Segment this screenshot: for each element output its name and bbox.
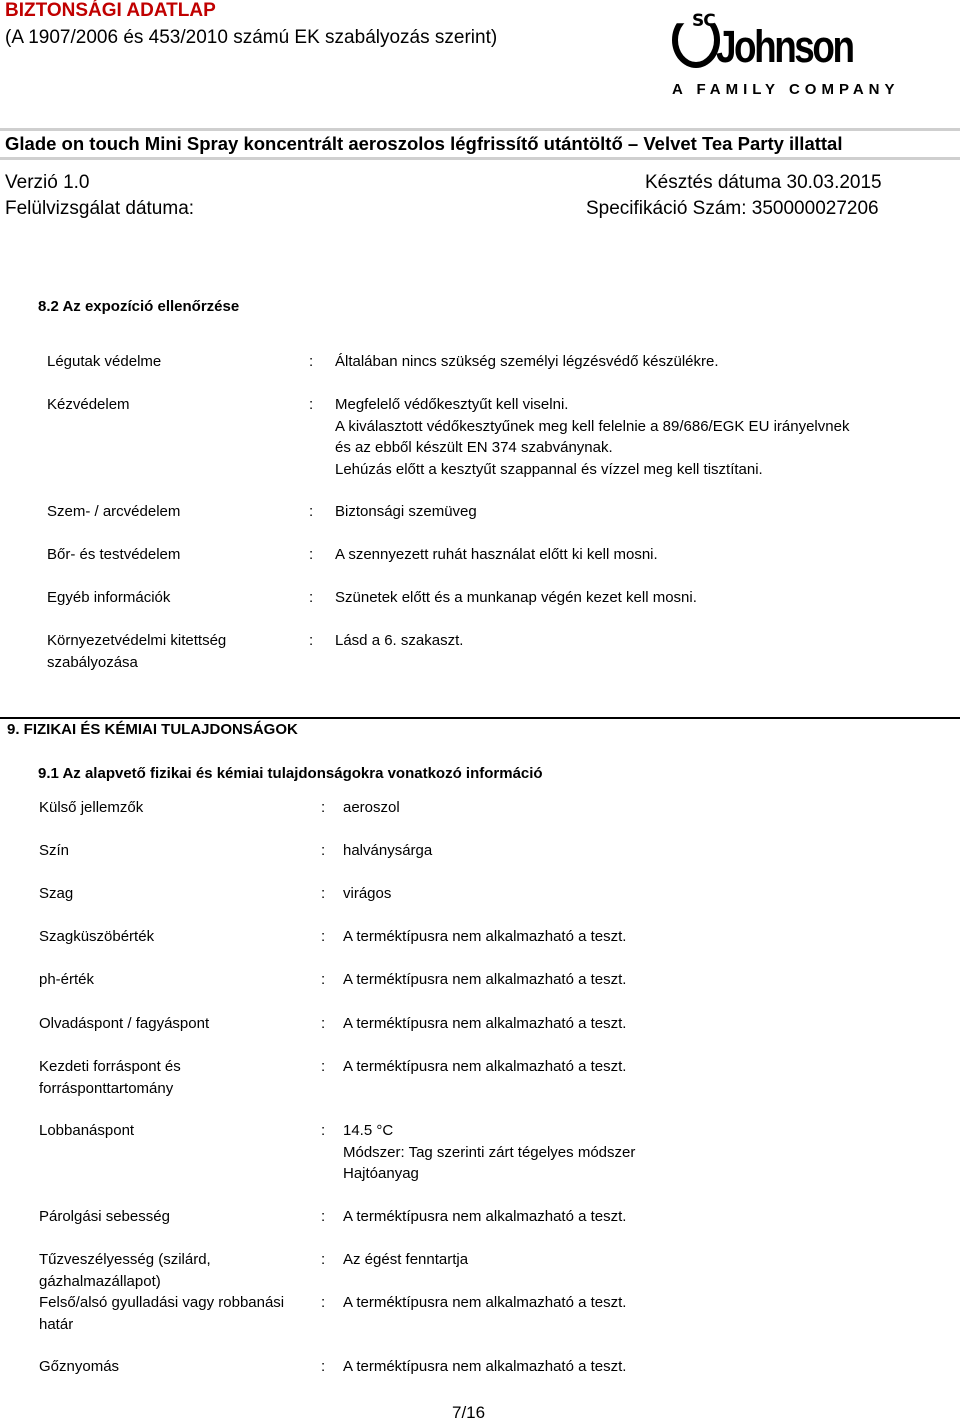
logo-tagline: A FAMILY COMPANY [672, 81, 900, 98]
row-value-line: A terméktípusra nem alkalmazható a teszt. [343, 971, 627, 988]
row-value-line: A terméktípusra nem alkalmazható a teszt. [343, 1294, 627, 1311]
row-value [335, 630, 935, 652]
row-colon: : [321, 1358, 326, 1375]
row-value-line: és az ebből készült EN 374 szabványnak. [335, 439, 613, 456]
row-label [39, 883, 309, 905]
specification-number: Specifikáció Szám: 350000027206 [586, 198, 879, 219]
row-value [343, 840, 943, 862]
row-value [343, 1292, 943, 1314]
section-9-rule [0, 717, 960, 719]
row-colon: : [321, 1251, 326, 1268]
row-label [47, 351, 297, 373]
row-value [335, 587, 935, 609]
row-colon: : [321, 928, 326, 945]
row-value-line: A kiválasztott védőkesztyűnek meg kell felelnie a 89/686/EGK EU irányelvnek [335, 417, 850, 435]
row-value-line: Hajtóanyag [343, 1165, 419, 1182]
row-label-line: Gőznyomás [39, 1358, 120, 1375]
row-label [39, 1013, 309, 1035]
row-value-line: A terméktípusra nem alkalmazható a teszt. [343, 928, 627, 945]
row-colon: : [309, 632, 314, 649]
row-value [335, 544, 935, 566]
row-label-line: Tűzveszélyesség (szilárd, [39, 1251, 211, 1268]
row-label [47, 587, 297, 609]
row-label-line: Lobbanáspont [39, 1122, 135, 1139]
row-value-line: aeroszol [343, 799, 400, 816]
section-9-1-heading: 9.1 Az alapvető fizikai és kémiai tulajdonságokra vonatkozó információ [38, 765, 543, 782]
creation-date: Késztés dátuma 30.03.2015 [645, 172, 882, 193]
row-colon: : [321, 971, 326, 988]
document-title: BIZTONSÁGI ADATLAP [5, 0, 216, 21]
row-label-line: Légutak védelme [47, 353, 162, 370]
row-label [47, 630, 297, 673]
row-colon: : [309, 503, 314, 520]
row-label [39, 797, 309, 819]
row-label-line: Szag [39, 885, 74, 902]
row-value [343, 1120, 943, 1185]
row-label-line: forrásponttartomány [39, 1079, 174, 1097]
row-value [343, 1013, 943, 1035]
row-value-line: A terméktípusra nem alkalmazható a teszt. [343, 1058, 627, 1075]
row-value-line: Az égést fenntartja [343, 1251, 469, 1268]
header-rule-top [0, 128, 960, 131]
row-colon: : [321, 1208, 326, 1225]
row-value-line: Általában nincs szükség személyi légzésvédő készülékre. [335, 353, 719, 370]
row-value [343, 1056, 943, 1078]
row-value-line: A terméktípusra nem alkalmazható a teszt. [343, 1358, 627, 1375]
row-label-line: Bőr- és testvédelem [47, 546, 181, 563]
row-colon: : [321, 842, 326, 859]
row-colon: : [309, 353, 314, 370]
row-value [343, 969, 943, 991]
row-value [343, 797, 943, 819]
logo-sc-text: SC [692, 11, 715, 31]
row-label-line: Szagküszöbérték [39, 928, 155, 945]
row-label-line: Egyéb információk [47, 589, 171, 606]
row-value-line: virágos [343, 885, 392, 902]
row-colon: : [321, 1122, 326, 1139]
row-label-line: Párolgási sebesség [39, 1208, 170, 1225]
row-label-line: szabályozása [47, 653, 138, 671]
logo-johnson-text: Johnson [716, 21, 853, 72]
row-colon: : [309, 589, 314, 606]
page-number: 7/16 [452, 1403, 486, 1422]
row-value-line: Lehúzás előtt a kesztyűt szappannal és vízzel meg kell tisztítani. [335, 460, 763, 478]
header-rule-bottom [0, 157, 960, 160]
row-label [39, 1120, 309, 1142]
row-label [47, 544, 297, 566]
row-value-line: Lásd a 6. szakaszt. [335, 632, 464, 649]
row-value [343, 926, 943, 948]
row-label-line: Olvadáspont / fagyáspont [39, 1015, 210, 1032]
row-value-line: A szennyezett ruhát használat előtt ki kell mosni. [335, 546, 658, 563]
row-value [335, 501, 935, 523]
row-value-line: A terméktípusra nem alkalmazható a teszt. [343, 1015, 627, 1032]
row-value [343, 1206, 943, 1228]
row-value [343, 1249, 943, 1271]
row-value-line: A terméktípusra nem alkalmazható a teszt. [343, 1208, 627, 1225]
row-label-line: Környezetvédelmi kitettség [47, 632, 227, 649]
row-label [39, 1206, 309, 1228]
row-label-line: Külső jellemzők [39, 799, 144, 816]
row-colon: : [321, 1294, 326, 1311]
row-value [335, 394, 935, 480]
row-label [39, 1356, 309, 1378]
section-8-2-heading: 8.2 Az expozíció ellenőrzése [38, 298, 240, 315]
product-name: Glade on touch Mini Spray koncentrált aeroszolos légfrissítő utántöltő – Velvet Tea Party illattal [5, 133, 843, 154]
version-label: Verzió 1.0 [5, 172, 90, 193]
review-date-label: Felülvizsgálat dátuma: [5, 198, 195, 219]
row-colon: : [309, 396, 314, 413]
row-colon: : [321, 1015, 326, 1032]
row-label-line: Felső/alsó gyulladási vagy robbanási [39, 1294, 285, 1311]
row-label-line: Kezdeti forráspont és [39, 1058, 181, 1075]
row-label [39, 1292, 309, 1335]
row-value-line: Biztonsági szemüveg [335, 503, 477, 520]
row-value-line: Megfelelő védőkesztyűt kell viselni. [335, 396, 569, 413]
sc-johnson-logo [672, 6, 900, 106]
row-value [343, 1356, 943, 1378]
row-label [39, 1056, 309, 1099]
row-label [47, 501, 297, 523]
row-colon: : [321, 885, 326, 902]
row-label-line: ph-érték [39, 971, 95, 988]
row-label [39, 1249, 309, 1292]
row-value-line: Módszer: Tag szerinti zárt tégelyes módszer [343, 1143, 636, 1161]
row-label [39, 926, 309, 948]
regulation-subtitle: (A 1907/2006 és 453/2010 számú EK szabályozás szerint) [5, 27, 498, 48]
row-label [39, 969, 309, 991]
row-label-line: gázhalmazállapot) [39, 1272, 161, 1290]
row-label-line: Kézvédelem [47, 396, 130, 413]
row-label-line: Szín [39, 842, 70, 859]
row-label [47, 394, 297, 416]
row-label [39, 840, 309, 862]
row-label-line: Szem- / arcvédelem [47, 503, 181, 520]
row-value-line: Szünetek előtt és a munkanap végén kezet kell mosni. [335, 589, 697, 606]
row-colon: : [321, 799, 326, 816]
row-value [343, 883, 943, 905]
row-colon: : [309, 546, 314, 563]
section-9-heading: 9. FIZIKAI ÉS KÉMIAI TULAJDONSÁGOK [7, 721, 298, 738]
row-value [335, 351, 935, 373]
row-colon: : [321, 1058, 326, 1075]
row-label-line: határ [39, 1315, 74, 1333]
row-value-line: halványsárga [343, 842, 433, 859]
row-value-line: 14.5 °C [343, 1122, 394, 1139]
